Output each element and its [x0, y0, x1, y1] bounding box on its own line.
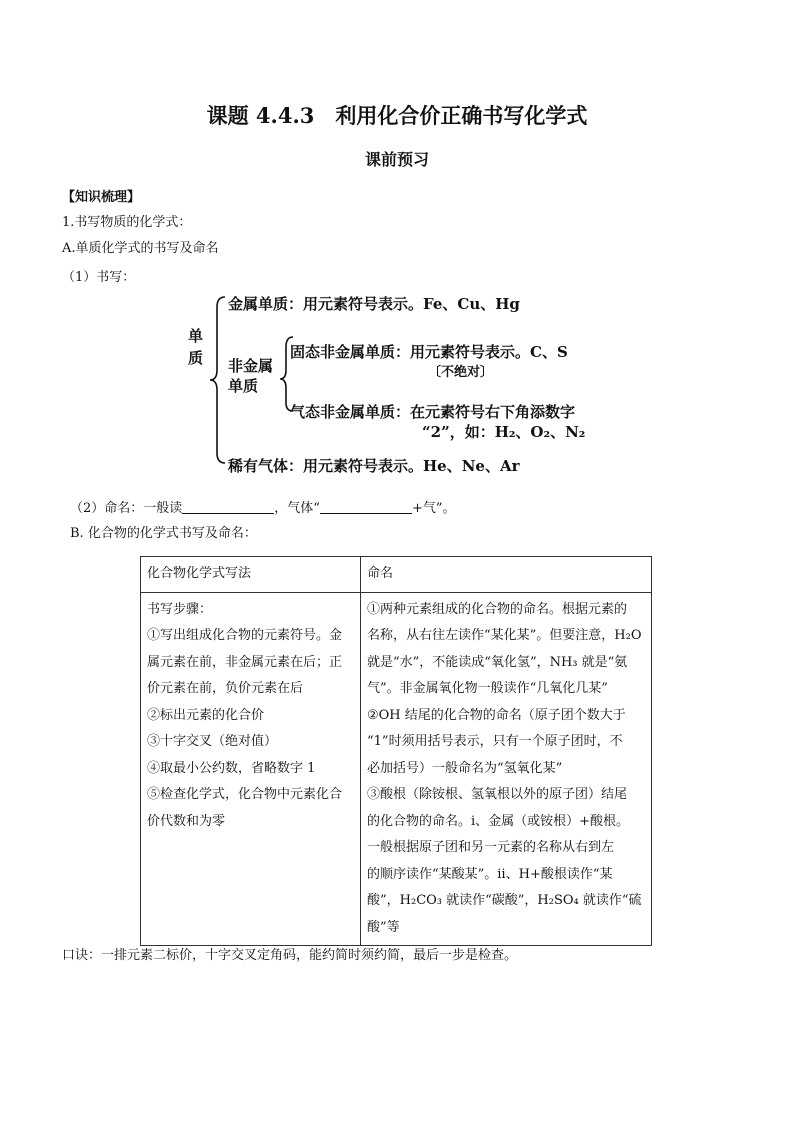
item-1: 1.书写物质的化学式： — [62, 215, 192, 230]
naming-line: 一般根据原子团和另一元素的名称从右到左 — [367, 840, 615, 855]
nonmetal-label-1: 非金属 — [228, 357, 274, 375]
naming-mid: ，气体“ — [274, 501, 320, 516]
table-header-naming: 命名 — [361, 557, 652, 593]
naming-line: 的化合物的命名。ⅰ、金属（或铵根）+酸根。 — [367, 813, 630, 829]
noble-line: 稀有气体：用元素符号表示。He、Ne、Ar — [228, 457, 520, 475]
naming-line: 酸”，H₂CO₃ 就读作“碳酸”，H₂SO₄ 就读作“硫 — [367, 893, 642, 908]
writing-line: 价元素在前，负价元素在后 — [147, 681, 304, 696]
page-subtitle: 课前预习 — [364, 150, 429, 169]
root-char-1: 单 — [188, 327, 204, 345]
naming-line: ③酸根（除铵根、氢氧根以外的原子团）结尾 — [367, 787, 628, 802]
naming-line: ①两种元素组成的化合物的命名。根据元素的 — [367, 601, 628, 617]
naming-line: 必加括号）一般命名为“氢氧化某” — [367, 760, 563, 776]
writing-line: ⑤检查化学式，化合物中元素化合 — [147, 787, 343, 802]
naming-line: ②OH 结尾的化合物的命名（原子团个数大于 — [367, 707, 626, 723]
solid-line: 固态非金属单质：用元素符号表示。C、S — [290, 343, 568, 361]
mnemonic: 口诀：一排元素二标价，十字交叉定角码，能约简时须约简，最后一步是检查。 — [62, 948, 518, 963]
root-char-2: 质 — [188, 349, 204, 367]
naming-line: 气”。非金属氧化物一般读作“几氧化几某” — [367, 681, 608, 696]
writing-line: 价代数和为零 — [147, 813, 226, 829]
naming-line: 就是“水”，不能读成“氧化氢”，NH₃ 就是“氨 — [367, 654, 628, 670]
writing-line: ②标出元素的化合价 — [147, 707, 265, 723]
writing-line: ①写出组成化合物的元素符号。金 — [147, 628, 343, 643]
gas-line: 气态非金属单质：在元素符号右下角添数字 — [290, 403, 576, 421]
blank-1[interactable] — [182, 499, 274, 514]
writing-line: 属元素在前，非金属元素在后；正 — [147, 654, 343, 670]
gas-line-cont: “2”，如：H₂、O₂、N₂ — [422, 423, 586, 441]
metal-line: 金属单质：用元素符号表示。Fe、Cu、Hg — [228, 295, 520, 313]
blank-2[interactable] — [320, 499, 412, 514]
element-classification-diagram — [180, 285, 650, 480]
writing-line: ③十字交叉（绝对值） — [147, 734, 278, 749]
item-a: A.单质化学式的书写及命名 — [62, 241, 219, 256]
naming-line: “1”时须用括号表示，只有一个原子团时，不 — [367, 734, 623, 749]
naming-line: 名称，从右往左读作“某化某”。但要注意，H₂O — [367, 628, 642, 643]
naming-line: 的顺序读作“某酸某”。ⅱ、H+酸根读作“某 — [367, 866, 613, 882]
table-header-writing: 化合物化学式写法 — [141, 557, 361, 593]
naming-line: 酸”等 — [367, 919, 400, 935]
section-label: 【知识梳理】 — [62, 190, 141, 205]
writing-line: 书写步骤： — [147, 601, 213, 617]
naming-prefix: （2）命名：一般读 — [70, 501, 183, 516]
naming-rules-cell — [361, 592, 652, 946]
page-title: 课题 4.4.3 利用化合价正确书写化学式 — [206, 103, 588, 128]
writing-line: ④取最小公约数，省略数字 1 — [147, 760, 316, 776]
naming-line — [70, 497, 455, 516]
naming-suffix: +气”。 — [411, 501, 456, 516]
item-write: （1）书写： — [62, 270, 136, 285]
solid-note: 〔不绝对〕 — [428, 365, 494, 380]
writing-steps-cell — [141, 592, 361, 946]
compound-table — [140, 556, 652, 946]
item-b: B. 化合物的化学式书写及命名： — [70, 526, 257, 541]
nonmetal-label-2: 单质 — [228, 377, 259, 395]
